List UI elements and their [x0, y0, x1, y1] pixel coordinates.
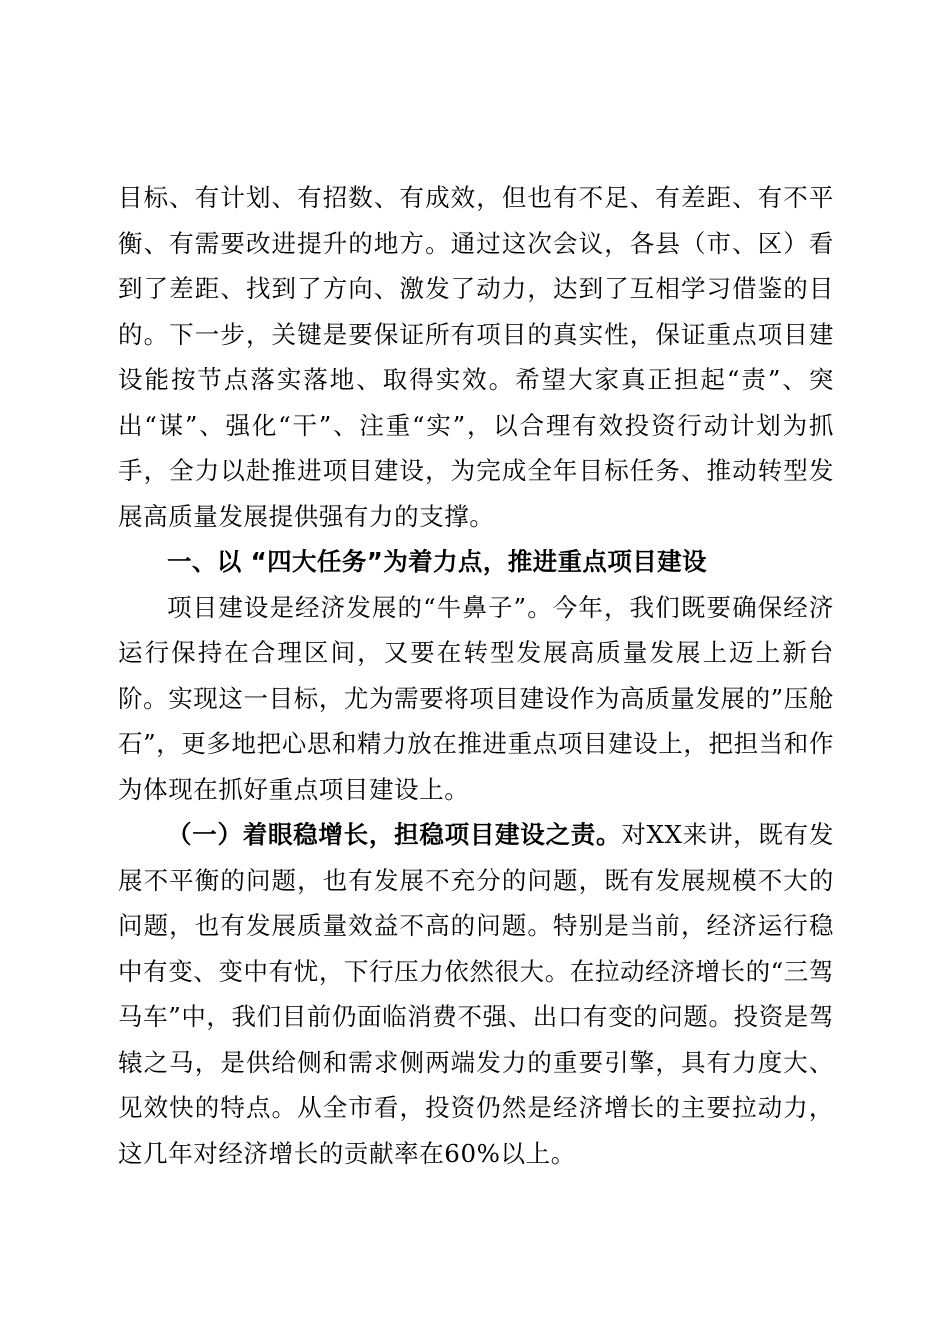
subsection-body: 对XX来讲，既有发展不平衡的问题，也有发展不充分的问题，既有发展规模不大的问题，也有发展质量效益不高的问题。特别是当前，经济运行稳中有变、变中有忧，下行压力依然很大。在拉动经济增长的“三驾马车”中，我们目前仍面临消费不强、出口有变的问题。投资是驾辕之马，是供给侧和需求侧两端发力的重要引擎，具有力度大、见效快的特点。从全市看，投资仍然是经济增长的主要拉动力，这几年对经济增长的贡献率在60%以上。 — [118, 820, 834, 1168]
paragraph-continuation: 目标、有计划、有招数、有成效，但也有不足、有差距、有不平衡、有需要改进提升的地方。通过这次会议，各县（市、区）看到了差距、找到了方向、激发了动力，达到了互相学习借鉴的目的。下一步，关键是要保证所有项目的真实性，保证重点项目建设能按节点落实落地、取得实效。希望大家真正担起“责”、突出“谋”、强化“干”、注重“实”，以合理有效投资行动计划为抓手，全力以赴推进项目建设，为完成全年目标任务、推动转型发展高质量发展提供强有力的支撑。 — [118, 183, 834, 531]
subsection-lead: （一）着眼稳增长，担稳项目建设之责。 — [167, 820, 622, 849]
paragraph-project-importance: 项目建设是经济发展的“牛鼻子”。今年，我们既要确保经济运行保持在合理区间，又要在转型发展高质量发展上迈上新台阶。实现这一目标，尤为需要将项目建设作为高质量发展的”压舱石”，更多地把心思和精力放在推进重点项目建设上，把担当和作为体现在抓好重点项目建设上。 — [118, 592, 834, 804]
document-body — [118, 175, 834, 1176]
section-heading: 一、以 “四大任务”为着力点，推进重点项目建设 — [167, 547, 707, 576]
paragraph-stabilize-growth — [118, 812, 834, 1176]
